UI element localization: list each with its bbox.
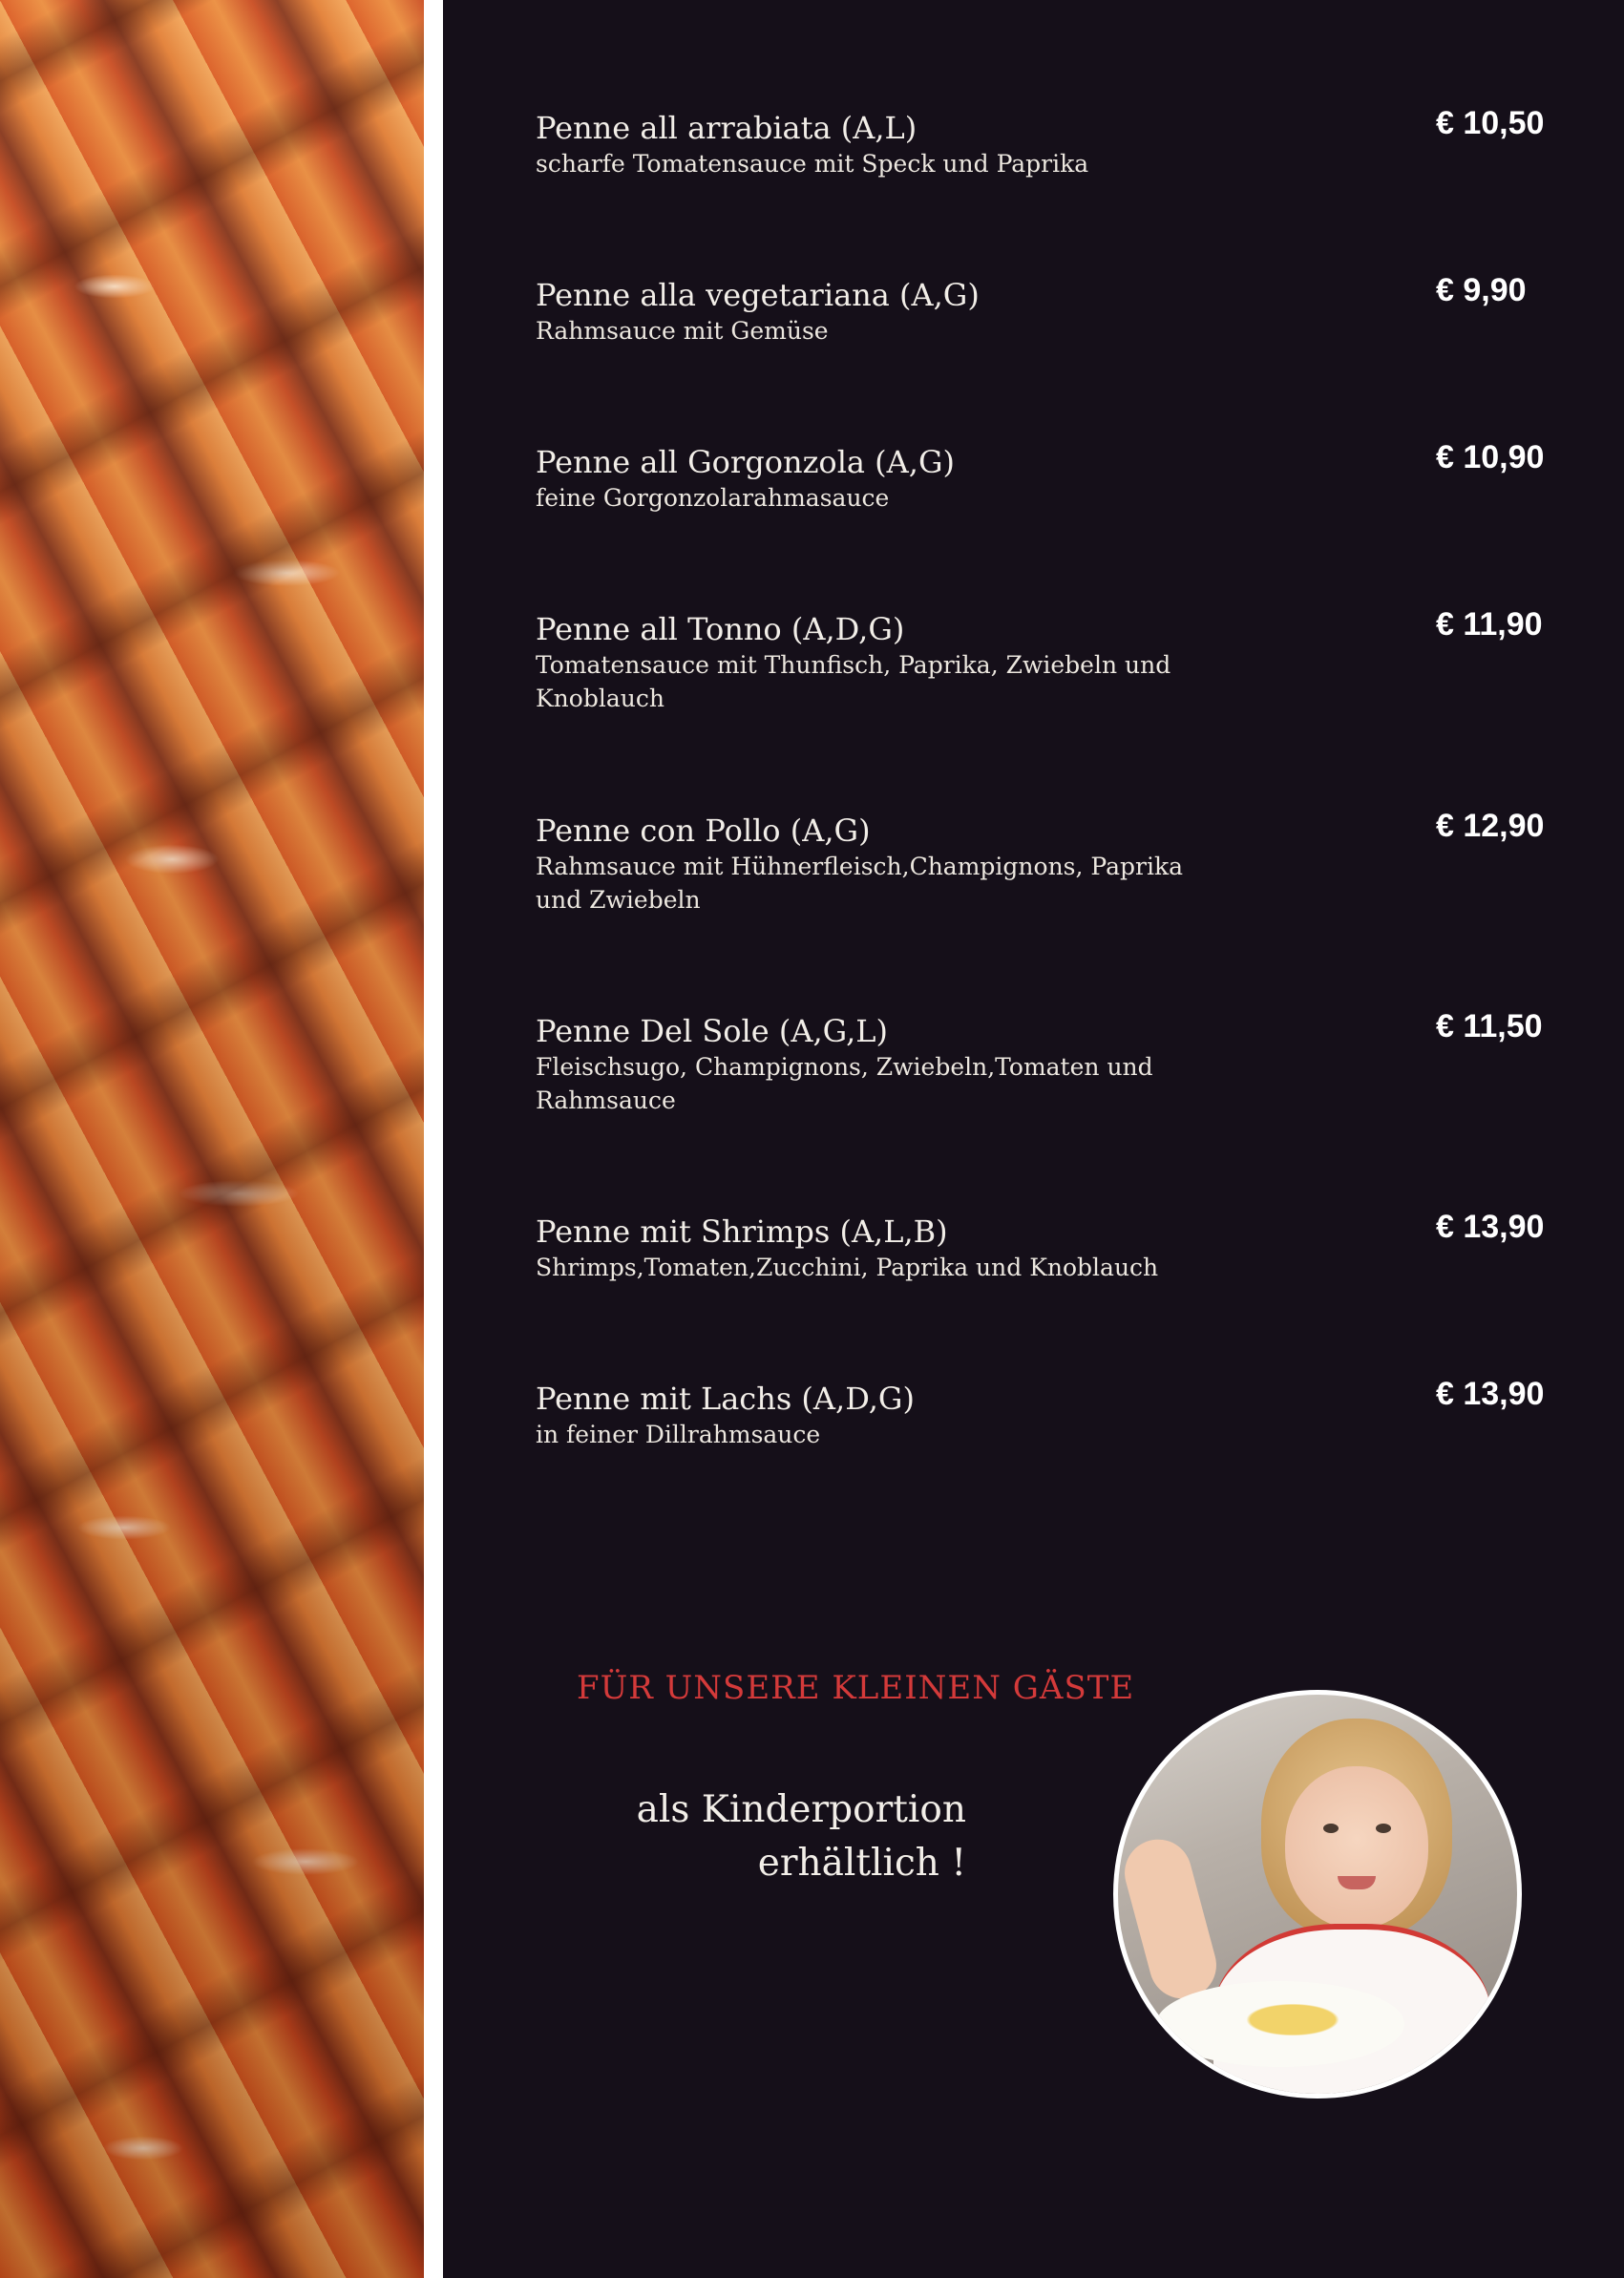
menu-item [536,439,1557,515]
menu-item-price: € 13,90 [1436,1209,1545,1245]
pasta-photo-strip [0,0,424,2278]
kids-note-line2: erhältlich ! [757,1842,966,1885]
menu-item-description: Shrimps,Tomaten,Zucchini, Paprika und Knoblauch [536,1254,1159,1281]
menu-item-description: Fleischsugo, Champignons, Zwiebeln,Tomaten und Rahmsauce [536,1053,1153,1114]
child-arm [1117,1832,1224,2006]
menu-item-price: € 10,90 [1436,439,1545,475]
menu-item-title: Penne all Tonno (A,D,G) [536,611,905,647]
menu-item-title: Penne Del Sole (A,G,L) [536,1013,888,1049]
menu-item-title: Penne all arrabiata (A,L) [536,110,917,146]
food-plate [1156,1981,1404,2067]
photo-divider [424,0,443,2278]
menu-item [536,272,1557,348]
menu-item [536,105,1557,180]
kids-portion-note [573,1783,966,1890]
menu-item-price: € 11,50 [1436,1008,1543,1044]
menu-item-title: Penne mit Shrimps (A,L,B) [536,1213,948,1250]
menu-item-price: € 13,90 [1436,1376,1545,1412]
child-face [1285,1766,1428,1929]
menu-item-price: € 12,90 [1436,808,1545,844]
menu-item-price: € 9,90 [1436,272,1527,308]
menu-item [536,606,1557,715]
menu-item-title: Penne alla vegetariana (A,G) [536,277,980,313]
menu-item-description: scharfe Tomatensauce mit Speck und Paprika [536,150,1089,178]
child-eye-left [1323,1824,1339,1833]
kids-section-heading: FÜR UNSERE KLEINEN GÄSTE [577,1669,1135,1707]
menu-item-description: in feiner Dillrahmsauce [536,1421,821,1448]
menu-item-price: € 11,90 [1436,606,1543,643]
menu-item-price: € 10,50 [1436,105,1545,141]
child-eating-photo [1113,1690,1522,2099]
menu-item-description: feine Gorgonzolarahmasauce [536,484,890,512]
menu-item [536,1008,1557,1117]
menu-item-description: Rahmsauce mit Gemüse [536,317,829,345]
menu-item-description: Rahmsauce mit Hühnerfleisch,Champignons, Paprika und Zwiebeln [536,853,1184,914]
menu-item-title: Penne con Pollo (A,G) [536,812,871,849]
pasta-photo-shading [0,0,424,2278]
menu-item-description: Tomatensauce mit Thunfisch, Paprika, Zwiebeln und Knoblauch [536,651,1171,712]
kids-note-line1: als Kinderportion [636,1788,966,1831]
menu-item [536,1209,1557,1284]
menu-item-title: Penne mit Lachs (A,D,G) [536,1381,915,1417]
menu-item [536,808,1557,917]
menu-item-title: Penne all Gorgonzola (A,G) [536,444,955,480]
child-eye-right [1376,1824,1391,1833]
menu-item [536,1376,1557,1451]
